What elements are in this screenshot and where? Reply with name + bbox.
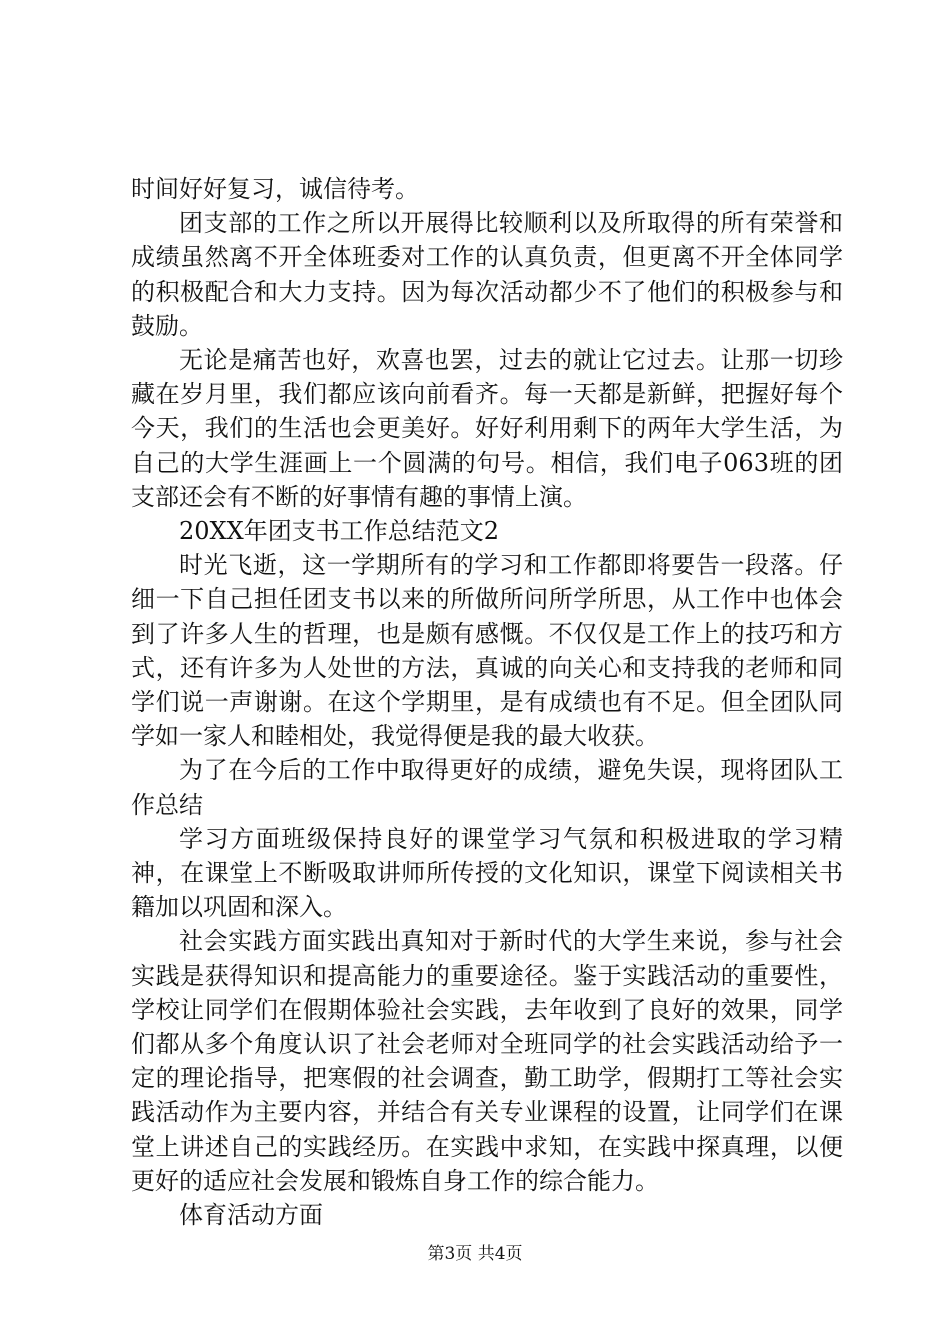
paragraph: 社会实践方面实践出真知对于新时代的大学生来说，参与社会实践是获得知识和提高能力的重要途径。鉴于实践活动的重要性，学校让同学们在假期体验社会实践，去年收到了良好的效果，同学们都从多个角度认识了社会老师对全班同学的社会实践活动给予一定的理论指导，把寒假的社会调查，勤工助学，假期打工等社会实践活动作为主要内容，并结合有关专业课程的设置，让同学们在课堂上讲述自己的实践经历。在实践中求知，在实践中探真理，以便更好的适应社会发展和锻炼自身工作的综合能力。 bbox=[131, 927, 843, 1195]
page-number-footer: 第3页 共4页 bbox=[427, 1244, 523, 1264]
document-body bbox=[131, 172, 843, 1232]
paragraph: 团支部的工作之所以开展得比较顺利以及所取得的所有荣誉和成绩虽然离不开全体班委对工作的认真负责，但更离不开全体同学的积极配合和大力支持。因为每次活动都少不了他们的积极参与和鼓励。 bbox=[131, 209, 843, 340]
paragraph: 为了在今后的工作中取得更好的成绩，避免失误，现将团队工作总结 bbox=[131, 756, 843, 819]
paragraph: 时间好好复习，诚信待考。 bbox=[131, 175, 419, 203]
paragraph: 时光飞逝，这一学期所有的学习和工作都即将要告一段落。仔细一下自己担任团支书以来的所做所问所学所思，从工作中也体会到了许多人生的哲理，也是颇有感慨。不仅仅是工作上的技巧和方式，还有许多为人处世的方法，真诚的向关心和支持我的老师和同学们说一声谢谢。在这个学期里，是有成绩也有不足。但全团队同学如一家人和睦相处，我觉得便是我的最大收获。 bbox=[131, 551, 843, 751]
paragraph: 体育活动方面 bbox=[179, 1201, 323, 1230]
paragraph: 无论是痛苦也好，欢喜也罢，过去的就让它过去。让那一切珍藏在岁月里，我们都应该向前看齐。每一天都是新鲜，把握好每个今天，我们的生活也会更美好。好好利用剩下的两年大学生活，为自己的大学生涯画上一个圆满的句号。相信，我们电子063班的团支部还会有不断的好事情有趣的事情上演。 bbox=[131, 346, 843, 511]
section-heading: 20XX年团支书工作总结范文2 bbox=[179, 517, 499, 546]
paragraph: 学习方面班级保持良好的课堂学习气氛和积极进取的学习精神，在课堂上不断吸取讲师所传授的文化知识，课堂下阅读相关书籍加以巩固和深入。 bbox=[131, 824, 843, 922]
